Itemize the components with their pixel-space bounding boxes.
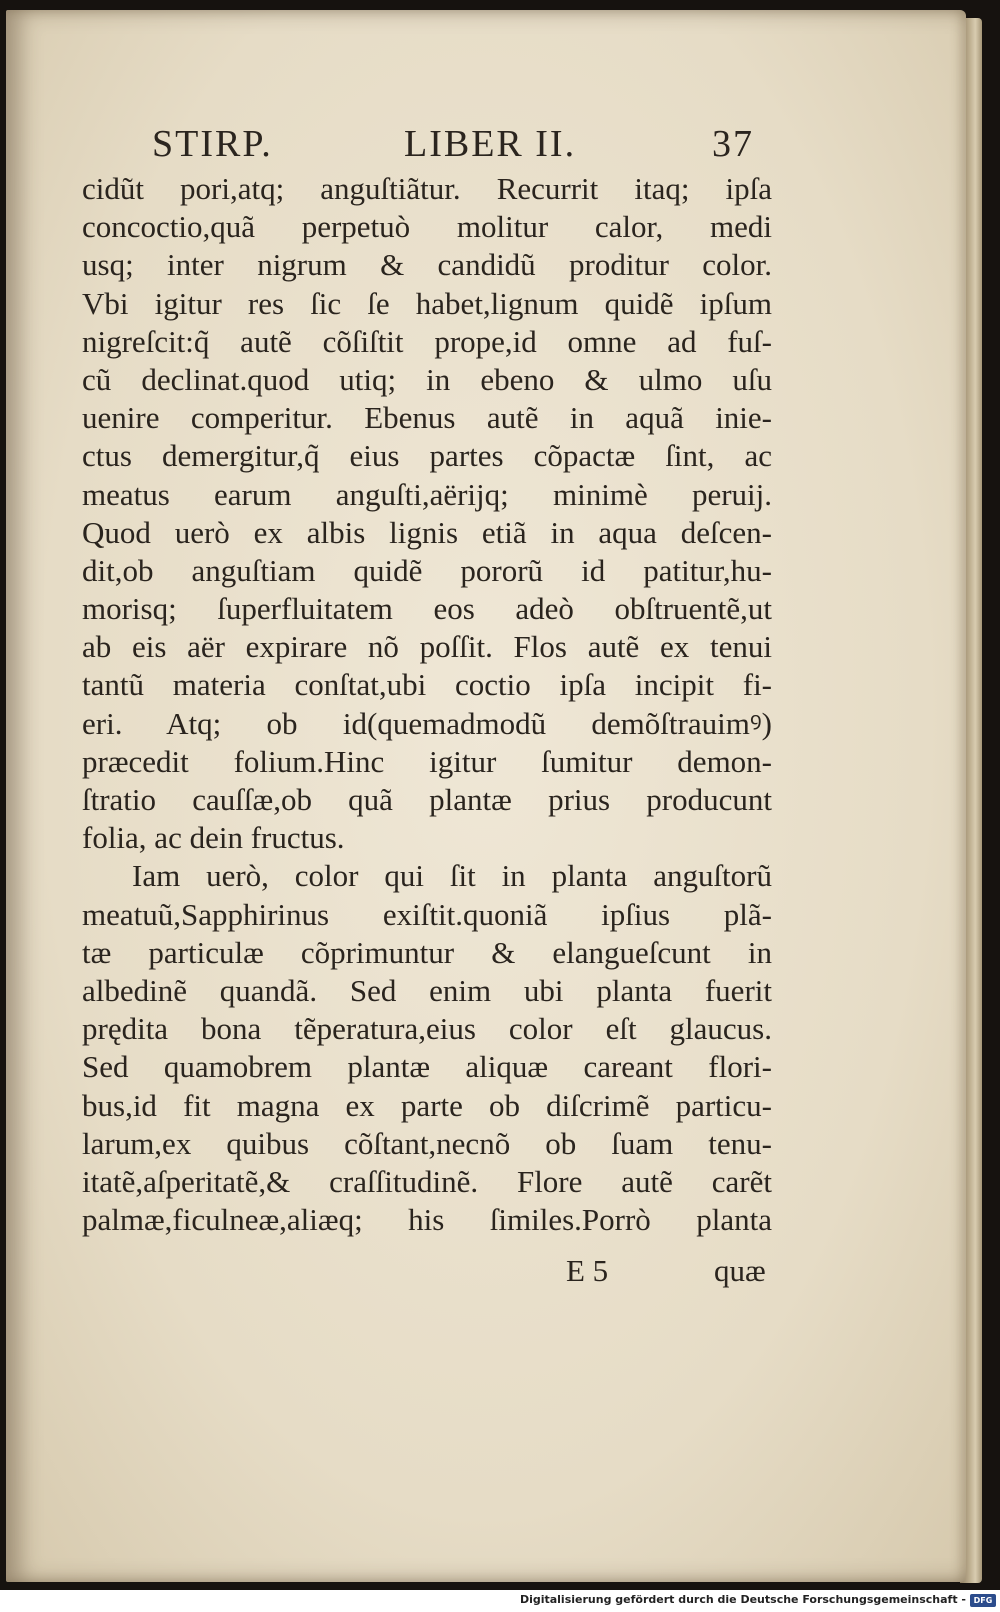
text-line: præcedit folium.Hinc igitur ſumitur demon- bbox=[82, 743, 772, 779]
running-head-left: STIRP. bbox=[152, 123, 273, 165]
text-line: ab eis aër expirare nõ poſſit. Flos autẽ ex tenui bbox=[82, 629, 772, 665]
signature-row bbox=[566, 1253, 786, 1293]
footer-credit: Digitalisierung gefördert durch die Deutsche Forschungsgemeinschaft - bbox=[519, 1593, 966, 1606]
text-line: itatẽ,aſperitatẽ,& craſſitudinẽ. Flore autẽ carẽt bbox=[82, 1163, 772, 1199]
footer-bar bbox=[0, 1590, 1000, 1612]
text-line: meatuũ,Sapphirinus exiſtit.quoniã ipſius plã- bbox=[82, 896, 772, 932]
text-line: Sed quamobrem plantæ aliquæ careant flori- bbox=[82, 1049, 772, 1085]
text-line: albedinẽ quandã. Sed enim ubi planta fuerit bbox=[82, 972, 772, 1008]
text-line: bus,id fit magna ex parte ob diſcrimẽ particu- bbox=[82, 1087, 772, 1123]
body-text bbox=[82, 170, 772, 1239]
text-line: Vbi igitur res ſic ſe habet,lignum quidẽ ipſum bbox=[82, 285, 772, 321]
text-line: eri. Atq; ob id(quemadmodũ demõſtrauimꝰ) bbox=[82, 705, 772, 741]
text-line: meatus earum anguſti,aërijq; minimè peruij. bbox=[82, 476, 772, 512]
text-line: folia, ac dein fructus. bbox=[82, 820, 345, 856]
text-line: larum,ex quibus cõſtant,necnõ ob ſuam tenu- bbox=[82, 1125, 772, 1161]
text-line: Iam uerò, color qui ſit in planta anguſtorũ bbox=[132, 858, 772, 894]
text-line: palmæ,ficulneæ,aliæq; his ſimiles.Porrò planta bbox=[82, 1202, 772, 1238]
dfg-logo-icon: DFG bbox=[970, 1594, 996, 1607]
text-line: nigreſcit:q̃ autẽ cõſiſtit prope,id omne ad fuſ- bbox=[82, 323, 772, 359]
text-line: morisq; ſuperfluitatem eos adeò obſtruentẽ,ut bbox=[82, 591, 772, 627]
running-head-center: LIBER II. bbox=[404, 123, 577, 165]
text-line: tæ particulæ cõprimuntur & elangueſcunt in bbox=[82, 934, 772, 970]
text-line: uenire comperitur. Ebenus autẽ in aquã inie- bbox=[82, 400, 772, 436]
catchword: quæ bbox=[714, 1253, 766, 1288]
text-line: dit,ob anguſtiam quidẽ pororũ id patitur,hu- bbox=[82, 552, 772, 588]
text-line: ctus demergitur,q̃ eius partes cõpactæ ſint, ac bbox=[82, 438, 772, 474]
text-line: tantũ materia conſtat,ubi coctio ipſa incipit fi- bbox=[82, 667, 772, 703]
text-line: prędita bona tẽperatura,eius color eſt glaucus. bbox=[82, 1011, 772, 1047]
page-number: 37 bbox=[712, 123, 754, 165]
text-line: concoctio,quã perpetuò molitur calor, medi bbox=[82, 209, 772, 245]
running-head bbox=[152, 122, 752, 172]
book-page bbox=[6, 10, 966, 1582]
text-line: Quod uerò ex albis lignis etiã in aqua deſcen- bbox=[82, 514, 772, 550]
text-line: ſtratio cauſſæ,ob quã plantæ prius producunt bbox=[82, 782, 772, 817]
signature-mark: E 5 bbox=[566, 1253, 609, 1288]
text-line: cũ declinat.quod utiq; in ebeno & ulmo uſu bbox=[82, 361, 772, 397]
text-line: cidũt pori,atq; anguſtiãtur. Recurrit itaq; ipſa bbox=[82, 171, 772, 206]
text-line: usq; inter nigrum & candidũ proditur color. bbox=[82, 247, 772, 283]
